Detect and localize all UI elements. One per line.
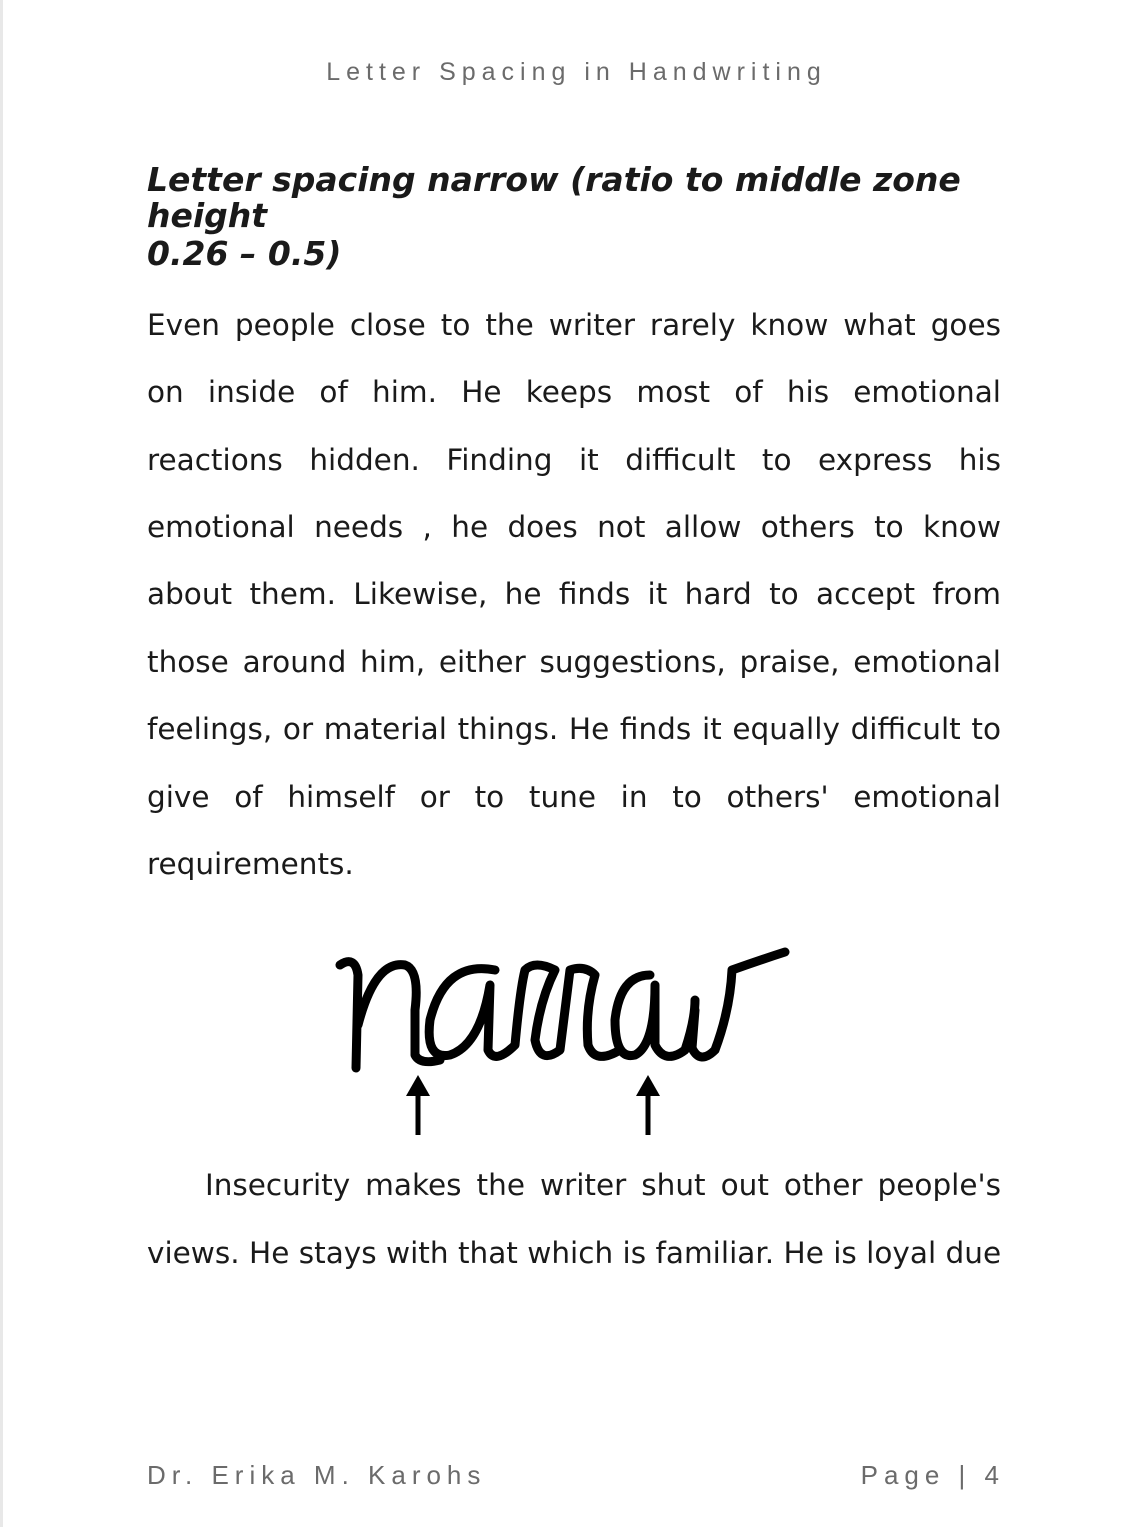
handwriting-sample-narraw bbox=[320, 930, 820, 1150]
body-line: emotional needs , he does not allow others to know bbox=[147, 510, 1001, 544]
section-heading-line-2: 0.26 – 0.5) bbox=[147, 234, 342, 273]
body-line: feelings, or material things. He finds it equally difficult to bbox=[147, 712, 1001, 746]
running-header: Letter Spacing in Handwriting bbox=[326, 58, 827, 86]
body-line: on inside of him. He keeps most of his emotional bbox=[147, 375, 1001, 409]
body-line: requirements. bbox=[147, 847, 354, 881]
handwriting-strokes bbox=[340, 952, 785, 1068]
body-line: Insecurity makes the writer shut out other people's bbox=[205, 1168, 1001, 1202]
body-line: give of himself or to tune in to others' emotional bbox=[147, 780, 1001, 814]
section-heading-line-1: Letter spacing narrow (ratio to middle zone height bbox=[147, 160, 961, 235]
arrow-icon bbox=[636, 1075, 660, 1135]
footer-author: Dr. Erika M. Karohs bbox=[147, 1460, 487, 1490]
body-line: Even people close to the writer rarely know what goes bbox=[147, 308, 1001, 342]
body-line: about them. Likewise, he finds it hard to accept from bbox=[147, 577, 1001, 611]
arrow-icon bbox=[406, 1075, 430, 1135]
body-line: reactions hidden. Finding it difficult to express his bbox=[147, 443, 1001, 477]
body-line: views. He stays with that which is familiar. He is loyal due bbox=[147, 1236, 1002, 1270]
body-line: those around him, either suggestions, praise, emotional bbox=[147, 645, 1001, 679]
page-edge bbox=[0, 0, 3, 1527]
footer-page-number: Page | 4 bbox=[860, 1460, 1005, 1490]
